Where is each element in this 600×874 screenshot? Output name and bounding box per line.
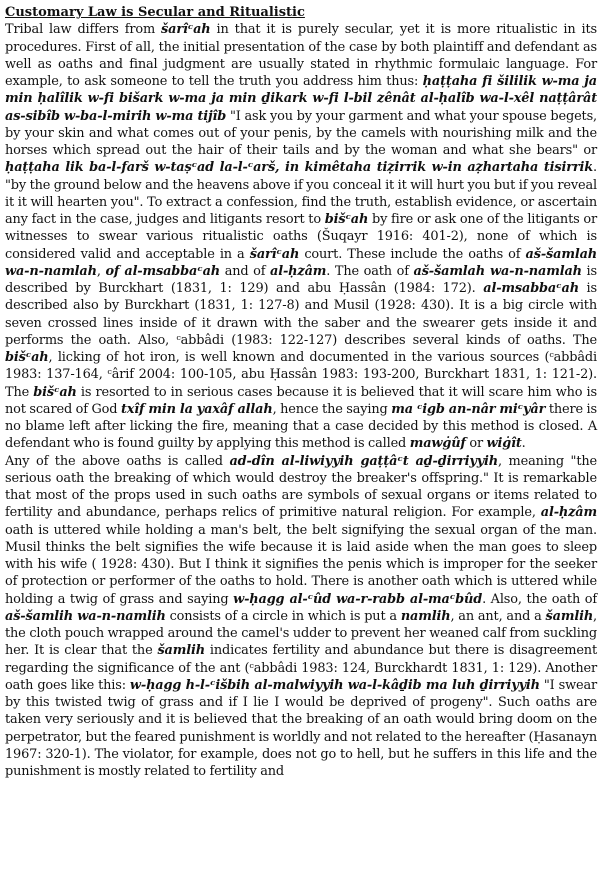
text-run: and of [220, 263, 271, 279]
transliterated-term: šarîᶜah [161, 22, 211, 38]
text-run: , the cloth pouch wrapped around the camel's udder to prevent her weaned calf from suckling her. It is clear that the [5, 608, 597, 659]
transliterated-term: al-ḥzâm [270, 263, 327, 279]
text-run: , an ant, and a [450, 608, 546, 624]
transliterated-term: of al-msabbaᶜah [105, 263, 221, 279]
text-run: , meaning "the serious oath the breaking of which would destroy the breaker's offspring." It is remarkable that most of the props used in such oaths are symbols of sexual organs or items related to fertility and abundance, perhaps relics of primitive natural religion. For example, [5, 453, 597, 521]
transliterated-term: ad-dîn al-liwiyyih gaṭṭâᶜt aḏ-ḏirriyyih [229, 453, 499, 469]
transliterated-term: bišᶜah [33, 384, 77, 400]
text-run: is resorted to in serious cases because it is believed that it will scare him who is not scared of God [5, 384, 597, 417]
text-run: or [465, 436, 487, 452]
text-run: "I swear by this twisted twig of grass and if I lie I would be deprived of progeny". Such oaths are taken very seriously and it is believed that the breaking of an oath would bring doom on the perpetrator, but the feared punishment is worldly and not related to the hereafter (Ḥasanayn 1967: 320-1). The violator, for example, does not go to hell, but he suffers in this life and the punishment is mostly related to fertility and [5, 677, 598, 779]
transliterated-term: šamlih [157, 643, 205, 659]
paragraph-tribal-law [5, 21, 597, 452]
text-run: Tribal law differs from [5, 22, 162, 38]
transliterated-term: aš-šamlah wa-n-namlah [413, 263, 582, 279]
transliterated-term: al-msabbaᶜah [483, 281, 579, 296]
transliterated-term: mawġûf [409, 436, 466, 452]
transliterated-term: w-ḥagg al-ᶜûd wa-r-rabb al-maᶜbûd [233, 591, 483, 607]
paragraph-oaths [5, 453, 597, 781]
section-heading: Customary Law is Secular and Ritualistic [5, 5, 305, 20]
transliterated-term: šarîᶜah [249, 246, 300, 262]
text-run: . "by the ground below and the heavens above if you conceal it it will hurt you but if you reveal it it will hearten you". To extract a confession, find the truth, establish evidence, or ascertain any fact in the case, judges and litigants resort to [5, 160, 597, 227]
text-run: in that it is purely secular, yet it is more ritualistic in its procedures. First of all, the initial presentation of the case by both plaintiff and defendant as well as oaths and final judgment are usually stated in rhythmic formulaic language. For example, to ask someone to tell the truth you address him thus: [5, 22, 597, 89]
text-run: is described by Burckhart (1831, 1: 129) and abu Ḥassân (1984: 172). [5, 263, 597, 296]
text-run: by fire or ask one of the litigants or witnesses to swear various ritualistic oaths (Šuqayr 1916: 401-2), none of which is considered valid and acceptable in a [5, 212, 597, 262]
text-run: . Also, the oath of [482, 591, 597, 607]
transliterated-term: šamlih [545, 608, 594, 624]
text-run: consists of a circle in which is put a [165, 608, 401, 624]
text-run: court. These include the oaths of [299, 246, 526, 262]
transliterated-term: al-ḥzâm [540, 505, 597, 521]
text-run: , hence the saying [272, 401, 392, 417]
transliterated-term: ḥaṭṭaha fi šililik w-ma ja min ḥalîlik w-fi bišark w-ma ja min ḏikark w-fi l-bil zênât al-ḥalîb wa-l-xêl naṭṭârât as-sibîb w-ba-l-mirih w-ma tijîb [5, 74, 597, 124]
text-run: , [96, 263, 106, 279]
transliterated-term: ma ᶜigb an-nâr miᶜyâr [391, 401, 546, 417]
transliterated-term: bišᶜah [5, 350, 49, 365]
text-run: "I ask you by your garment and what your spouse begets, by your skin and what comes out of your penis, by the camels with nourishing milk and the horses which spread out the hair of their tails and by the woman and what she bears" or [5, 108, 597, 158]
text-run: , licking of hot iron, is well known and documented in the various sources (ᶜabbâdi 1983: 137-164, ᶜârif 2004: 100-105, abu Ḥassân 1983: 193-200, Burckhart 1831, 1: 121-2). The [5, 350, 597, 400]
transliterated-term: wiġît [486, 436, 522, 452]
text-run: indicates fertility and abundance but there is disagreement regarding the significance of the ant (ᶜabbâdi 1983: 124, Burckhardt 1831, 1: 129). Another oath goes like this: [5, 643, 597, 693]
transliterated-term: aš-šamlah wa-n-namlah [5, 246, 597, 279]
transliterated-term: bišᶜah [324, 212, 369, 227]
transliterated-term: namlih [400, 608, 451, 624]
text-run: . The oath of [326, 263, 414, 279]
transliterated-term: w-ḥagg h-l-ᶜišbih al-malwiyyih wa-l-kâḏib ma luh ḏirriyyih [129, 677, 540, 693]
text-run: . [521, 436, 526, 452]
text-run: there is no blame left after licking the fire, meaning that a case decided by this method is closed. A defendant who is found guilty by applying this method is called [5, 401, 597, 452]
text-run: is described also by Burckhart (1831, 1: 127-8) and Musil (1928: 430). It is a big circle with seven crossed lines inside of it drawn with the saber and the swearer gets inside it and performs the oath. Also, ᶜabbâdi (1983: 122-127) describes several kinds of oaths. The [5, 281, 597, 348]
text-run: oath is uttered while holding a man's belt, the belt signifying the sexual organ of the man. Musil thinks the belt signifies the wife because it is laid aside when the man goes to sleep with his wife ( 1928: 430). But I think it signifies the penis which is improper for the seeker of protection or performer of the oaths to hold. There is another oath which is uttered while holding a twig of grass and saying [5, 522, 597, 607]
transliterated-term: ḥaṭṭaha lik ba-l-farš w-taṣᶜad la-l-ᶜarš, in kimêtaha tiẓirrik w-in aẓhartaha tisirrik [5, 160, 594, 176]
text-run: Any of the above oaths is called [5, 453, 230, 469]
transliterated-term: txîf min la yaxâf allah [120, 401, 273, 417]
transliterated-term: aš-šamlih wa-n-namlih [5, 608, 166, 624]
document-page [5, 0, 597, 780]
